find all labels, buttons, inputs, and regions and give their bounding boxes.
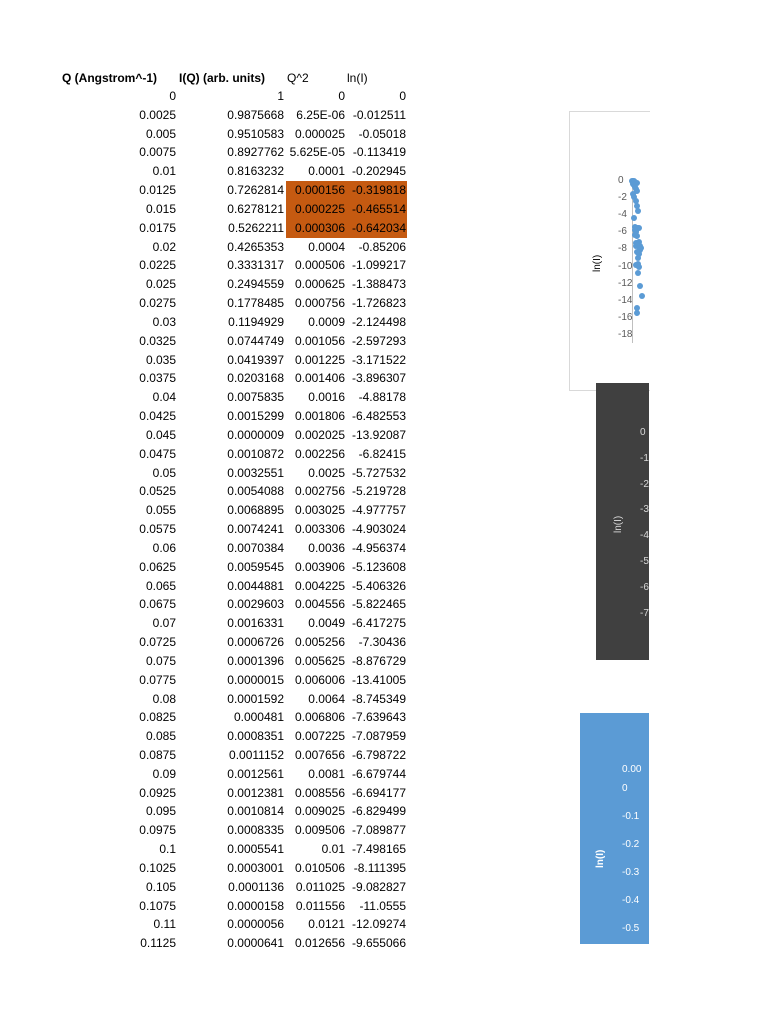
ln-i-cell[interactable]: -11.0555	[359, 898, 406, 913]
q-cell[interactable]: 0.0325	[139, 333, 176, 348]
intensity-cell[interactable]: 0.0001592	[227, 691, 284, 706]
ln-i-cell[interactable]: -4.977757	[351, 503, 406, 518]
ln-i-cell[interactable]: -6.679744	[351, 766, 406, 781]
q-cell[interactable]: 0.0975	[139, 823, 176, 838]
ln-i-cell[interactable]: -9.082827	[351, 879, 406, 894]
intensity-cell[interactable]: 0.0044881	[227, 578, 284, 593]
ln-i-cell[interactable]: -1.726823	[351, 296, 406, 311]
chart1-y-tick: -4	[618, 209, 627, 221]
intensity-cell[interactable]: 0.0203168	[227, 371, 284, 386]
q-squared-cell[interactable]: 0.004556	[294, 597, 345, 612]
chart1-y-tick: -8	[618, 243, 627, 255]
chart3-y-tick: -0.6	[622, 951, 640, 962]
q-squared-cell[interactable]: 0.0081	[308, 766, 345, 781]
chart1-y-tick: -10	[618, 260, 633, 272]
ln-i-cell[interactable]: -6.482553	[351, 409, 406, 424]
q-cell[interactable]: 0.0675	[139, 597, 176, 612]
ln-i-cell[interactable]: -3.171522	[351, 352, 406, 367]
ln-i-cell[interactable]: -1.099217	[351, 258, 406, 273]
intensity-cell[interactable]: 1	[277, 89, 284, 103]
intensity-cell[interactable]: 0.0054088	[227, 484, 284, 499]
table-row	[0, 652, 420, 671]
chart1-data-point	[639, 293, 645, 299]
q-squared-cell[interactable]: 0.003906	[294, 559, 345, 574]
q-squared-cell[interactable]: 0.0064	[308, 691, 345, 706]
q-cell[interactable]: 0.0375	[139, 371, 176, 386]
table-row	[0, 915, 420, 934]
q-squared-cell[interactable]: 0.0016	[308, 390, 345, 405]
chart3-y-tick: -0.4	[622, 895, 640, 906]
ln-i-cell[interactable]: -7.498165	[351, 842, 406, 857]
q-cell[interactable]: 0.035	[145, 352, 176, 367]
q-cell[interactable]: 0.0525	[139, 484, 176, 499]
table-row	[0, 727, 420, 746]
q-squared-cell[interactable]: 0.005256	[294, 635, 345, 650]
chart1-y-tick: 0	[618, 175, 624, 186]
q-cell[interactable]: 0.085	[145, 729, 176, 744]
table-row	[0, 690, 420, 709]
ln-i-cell[interactable]: -0.642034	[351, 220, 406, 235]
q-squared-cell[interactable]: 0.0049	[308, 616, 345, 631]
chart3-y-tick: -0.3	[622, 867, 640, 878]
q-cell[interactable]: 0.0125	[139, 183, 176, 198]
q-squared-cell[interactable]: 0.010506	[294, 860, 345, 875]
q-cell[interactable]: 0.08	[152, 691, 176, 706]
q-squared-cell[interactable]: 0.003025	[294, 503, 345, 518]
header-ln-i[interactable]: ln(I)	[347, 71, 368, 85]
ln-i-cell[interactable]: -5.727532	[351, 465, 406, 480]
q-squared-cell[interactable]: 0.009025	[294, 804, 345, 819]
q-cell[interactable]: 0.105	[145, 879, 176, 894]
intensity-cell[interactable]: 0.0070384	[227, 540, 284, 555]
ln-i-cell[interactable]: -5.822465	[351, 597, 406, 612]
ln-i-cell[interactable]: -7.087959	[351, 729, 406, 744]
intensity-cell[interactable]: 0.0000641	[227, 936, 284, 951]
chart2-y-tick: 0	[640, 427, 646, 438]
intensity-cell[interactable]: 0.0008351	[227, 729, 284, 744]
table-row	[0, 539, 420, 558]
q-squared-cell[interactable]: 0.000025	[294, 126, 345, 141]
ln-i-cell[interactable]: -7.639643	[351, 710, 406, 725]
chart1-y-tick: -2	[618, 192, 627, 204]
table-row	[0, 520, 420, 539]
intensity-cell[interactable]: 0.9875668	[227, 107, 284, 122]
table-row	[0, 162, 420, 181]
q-cell[interactable]: 0	[169, 89, 176, 103]
chart1-y-tick: -16	[618, 311, 633, 323]
q-cell[interactable]: 0.0225	[139, 258, 176, 273]
q-squared-cell[interactable]: 0.0025	[308, 465, 345, 480]
intensity-cell[interactable]: 0.0015299	[227, 409, 284, 424]
chart3-x-tick: 0.00	[622, 764, 642, 775]
chart2-y-tick: -6	[640, 581, 649, 593]
intensity-cell[interactable]: 0.0068895	[227, 503, 284, 518]
chart3-y-tick: -0.5	[622, 923, 640, 934]
chart1-data-point	[635, 255, 641, 261]
table-row	[0, 482, 420, 501]
table-row	[0, 143, 420, 162]
intensity-cell[interactable]: 0.0005541	[227, 842, 284, 857]
chart1-y-tick: -14	[618, 294, 633, 306]
q-squared-cell[interactable]: 0.001056	[294, 333, 345, 348]
intensity-cell[interactable]: 0.0011152	[229, 747, 284, 762]
ln-i-cell[interactable]: -2.597293	[351, 333, 406, 348]
q-squared-cell[interactable]: 0.01	[321, 842, 345, 857]
ln-i-cell[interactable]: -0.012511	[352, 107, 406, 122]
chart2-y-tick: -2	[640, 478, 649, 490]
table-row	[0, 464, 420, 483]
table-row	[0, 671, 420, 690]
ln-i-cell[interactable]: -0.85206	[358, 239, 406, 254]
intensity-cell[interactable]: 0.0059545	[227, 559, 284, 574]
ln-i-cell[interactable]: -8.876729	[351, 653, 406, 668]
q-cell[interactable]: 0.025	[145, 277, 176, 292]
q-cell[interactable]: 0.0425	[139, 409, 176, 424]
table-row	[0, 878, 420, 897]
intensity-cell[interactable]: 0.0012561	[227, 766, 284, 781]
ln-i-cell[interactable]: -8.745349	[351, 691, 406, 706]
q-cell[interactable]: 0.0025	[139, 107, 176, 122]
q-cell[interactable]: 0.03	[152, 314, 176, 329]
table-row	[0, 821, 420, 840]
ln-i-cell[interactable]: -3.896307	[351, 371, 406, 386]
intensity-cell[interactable]: 0.0001396	[227, 653, 284, 668]
chart2-y-tick: -5	[640, 556, 649, 567]
table-row	[0, 784, 420, 803]
chart1-data-point	[635, 270, 641, 276]
q-cell[interactable]: 0.045	[145, 427, 176, 442]
chart-ln-i-light[interactable]	[569, 111, 650, 391]
intensity-cell[interactable]: 0.0032551	[227, 465, 284, 480]
intensity-cell[interactable]: 0.4265353	[227, 239, 284, 254]
ln-i-cell[interactable]: -5.219728	[351, 484, 406, 499]
q-squared-cell[interactable]: 0.006006	[294, 672, 345, 687]
intensity-cell[interactable]: 0.0008335	[227, 823, 284, 838]
chart1-data-point	[634, 310, 640, 316]
table-row	[0, 595, 420, 614]
table-row	[0, 765, 420, 784]
chart1-data-point	[637, 283, 643, 289]
ln-i-cell[interactable]: -0.465514	[351, 201, 406, 216]
ln-i-cell[interactable]: -0.113419	[352, 145, 406, 160]
q-squared-cell[interactable]: 0.002025	[294, 427, 345, 442]
chart2-y-tick: -1	[640, 452, 649, 464]
q-cell[interactable]: 0.0775	[139, 672, 176, 687]
ln-i-cell[interactable]: -13.41005	[351, 672, 406, 687]
q-squared-cell[interactable]: 0.001406	[294, 371, 345, 386]
q-squared-cell[interactable]: 0.009506	[294, 823, 345, 838]
q-squared-cell[interactable]: 0.011556	[295, 898, 345, 913]
q-cell[interactable]: 0.0825	[139, 710, 176, 725]
table-row	[0, 633, 420, 652]
chart1-y-tick: -12	[618, 277, 633, 289]
table-row	[0, 407, 420, 426]
q-squared-cell[interactable]: 0.000506	[294, 258, 345, 273]
q-cell[interactable]: 0.06	[152, 540, 176, 555]
ln-i-cell[interactable]: -6.82415	[358, 446, 406, 461]
ln-i-cell[interactable]: 0	[399, 89, 406, 103]
q-cell[interactable]: 0.01	[152, 164, 176, 179]
chart-ln-i-dark[interactable]	[596, 383, 649, 660]
ln-i-cell[interactable]: -4.956374	[351, 540, 406, 555]
q-cell[interactable]: 0.0175	[139, 220, 176, 235]
intensity-cell[interactable]: 0.0010872	[227, 446, 284, 461]
q-squared-cell[interactable]: 0.000225	[294, 201, 345, 216]
ln-i-cell[interactable]: -13.92087	[351, 427, 406, 442]
table-row	[0, 200, 420, 219]
q-squared-cell[interactable]: 0.0121	[308, 917, 345, 932]
q-squared-cell[interactable]: 6.25E-06	[296, 107, 345, 122]
q-cell[interactable]: 0.05	[152, 465, 176, 480]
ln-i-cell[interactable]: -6.829499	[351, 804, 406, 819]
q-squared-cell[interactable]: 0.006806	[294, 710, 345, 725]
intensity-cell[interactable]: 0.0001136	[228, 879, 284, 894]
q-squared-cell[interactable]: 0.011025	[295, 879, 345, 894]
chart1-y-axis-label: ln(I)	[592, 254, 603, 272]
q-cell[interactable]: 0.095	[145, 804, 176, 819]
intensity-cell[interactable]: 0.0419397	[227, 352, 284, 367]
chart3-y-tick: 0	[622, 783, 628, 794]
q-cell[interactable]: 0.1	[159, 842, 176, 857]
intensity-cell[interactable]: 0.0744749	[227, 333, 284, 348]
chart2-y-tick: -4	[640, 530, 649, 542]
table-row	[0, 294, 420, 313]
q-squared-cell[interactable]: 0.0036	[308, 540, 345, 555]
q-squared-cell[interactable]: 0.000306	[294, 220, 345, 235]
table-row	[0, 313, 420, 332]
q-squared-cell[interactable]: 0.005625	[294, 653, 345, 668]
table-row	[0, 840, 420, 859]
q-cell[interactable]: 0.005	[145, 126, 176, 141]
intensity-cell[interactable]: 0.9510583	[227, 126, 284, 141]
intensity-cell[interactable]: 0.0000056	[227, 917, 284, 932]
table-row	[0, 501, 420, 520]
intensity-cell[interactable]: 0.0029603	[227, 597, 284, 612]
chart2-y-tick: -3	[640, 504, 649, 516]
q-cell[interactable]: 0.07	[152, 616, 176, 631]
q-squared-cell[interactable]: 0.002256	[294, 446, 345, 461]
q-squared-cell[interactable]: 0.000625	[294, 277, 345, 292]
chart1-y-tick: -6	[618, 226, 627, 238]
ln-i-cell[interactable]: -4.88178	[358, 390, 406, 405]
table-row	[0, 558, 420, 577]
q-cell[interactable]: 0.1025	[139, 860, 176, 875]
ln-i-cell[interactable]: -8.111395	[353, 860, 406, 875]
q-cell[interactable]: 0.02	[152, 239, 176, 254]
ln-i-cell[interactable]: -12.09274	[351, 917, 406, 932]
intensity-cell[interactable]: 0.0074241	[227, 522, 284, 537]
intensity-cell[interactable]: 0.0000015	[227, 672, 284, 687]
intensity-cell[interactable]: 0.0003001	[227, 860, 284, 875]
q-cell[interactable]: 0.0875	[139, 747, 176, 762]
q-squared-cell[interactable]: 0.0004	[308, 239, 345, 254]
table-row	[0, 351, 420, 370]
chart-ln-i-blue[interactable]	[580, 713, 649, 962]
ln-i-cell[interactable]: -5.123608	[351, 559, 406, 574]
table-row	[0, 219, 420, 238]
q-squared-cell[interactable]: 0.001225	[294, 352, 345, 367]
q-cell[interactable]: 0.0725	[139, 635, 176, 650]
q-cell[interactable]: 0.055	[145, 503, 176, 518]
intensity-cell[interactable]: 0.0006726	[227, 635, 284, 650]
q-squared-cell[interactable]: 0.001806	[294, 409, 345, 424]
ln-i-cell[interactable]: -6.798722	[351, 747, 406, 762]
ln-i-cell[interactable]: -7.089877	[351, 823, 406, 838]
q-cell[interactable]: 0.1125	[140, 936, 176, 951]
intensity-cell[interactable]: 0.7262814	[227, 183, 284, 198]
ln-i-cell[interactable]: -2.124498	[351, 314, 406, 329]
data-table	[0, 87, 420, 953]
intensity-cell[interactable]: 0.8927762	[227, 145, 284, 160]
intensity-cell[interactable]: 0.2494559	[227, 277, 284, 292]
table-row	[0, 125, 420, 144]
ln-i-cell[interactable]: -0.319818	[351, 183, 406, 198]
table-row	[0, 859, 420, 878]
q-squared-cell[interactable]: 0.002756	[294, 484, 345, 499]
q-cell[interactable]: 0.0275	[139, 296, 176, 311]
table-row	[0, 87, 420, 106]
intensity-cell[interactable]: 0.8163232	[227, 164, 284, 179]
intensity-cell[interactable]: 0.0075835	[227, 390, 284, 405]
q-cell[interactable]: 0.0625	[139, 559, 176, 574]
table-row	[0, 897, 420, 916]
header-q-squared[interactable]: Q^2	[287, 71, 309, 85]
table-row	[0, 181, 420, 200]
header-q[interactable]: Q (Angstrom^-1)	[62, 71, 158, 85]
q-cell[interactable]: 0.04	[152, 390, 176, 405]
chart3-y-axis-label: ln(I)	[595, 849, 606, 868]
header-intensity[interactable]: I(Q) (arb. units)	[179, 71, 265, 85]
intensity-cell[interactable]: 0.0000009	[227, 427, 284, 442]
q-squared-cell[interactable]: 5.625E-05	[289, 145, 345, 160]
intensity-cell[interactable]: 0.0012381	[227, 785, 284, 800]
ln-i-cell[interactable]: -7.30436	[358, 635, 406, 650]
q-squared-cell[interactable]: 0.007225	[294, 729, 345, 744]
table-row	[0, 445, 420, 464]
ln-i-cell[interactable]: -4.903024	[351, 522, 406, 537]
chart2-y-axis-label: ln(I)	[613, 515, 624, 533]
q-squared-cell[interactable]: 0.008556	[294, 785, 345, 800]
ln-i-cell[interactable]: -5.406326	[351, 578, 406, 593]
table-row	[0, 746, 420, 765]
intensity-cell[interactable]: 0.0010814	[227, 804, 284, 819]
intensity-cell[interactable]: 0.6278121	[227, 201, 284, 216]
q-cell[interactable]: 0.0925	[139, 785, 176, 800]
q-squared-cell[interactable]: 0.0009	[308, 314, 345, 329]
q-cell[interactable]: 0.11	[153, 917, 176, 932]
table-row	[0, 577, 420, 596]
table-row	[0, 614, 420, 633]
q-cell[interactable]: 0.0575	[139, 522, 176, 537]
ln-i-cell[interactable]: -0.05018	[358, 126, 406, 141]
q-cell[interactable]: 0.1075	[139, 898, 176, 913]
intensity-cell[interactable]: 0.0000158	[227, 898, 284, 913]
chart3-y-tick: -0.1	[622, 811, 640, 822]
q-cell[interactable]: 0.0475	[139, 446, 176, 461]
table-row	[0, 256, 420, 275]
table-row	[0, 369, 420, 388]
q-squared-cell[interactable]: 0	[338, 89, 345, 103]
q-cell[interactable]: 0.065	[145, 578, 176, 593]
intensity-cell[interactable]: 0.1778485	[227, 296, 284, 311]
intensity-cell[interactable]: 0.3331317	[227, 258, 284, 273]
q-squared-cell[interactable]: 0.0001	[308, 164, 345, 179]
q-cell[interactable]: 0.09	[152, 766, 176, 781]
intensity-cell[interactable]: 0.1194929	[228, 314, 284, 329]
table-row	[0, 426, 420, 445]
table-row	[0, 275, 420, 294]
chart1-y-tick: -18	[618, 328, 633, 340]
chart1-data-point	[631, 215, 637, 221]
table-row	[0, 388, 420, 407]
intensity-cell[interactable]: 0.000481	[233, 710, 284, 725]
ln-i-cell[interactable]: -6.417275	[351, 616, 406, 631]
chart2-y-tick: -7	[640, 607, 649, 619]
q-squared-cell[interactable]: 0.003306	[294, 522, 345, 537]
q-cell[interactable]: 0.0075	[139, 145, 176, 160]
table-row	[0, 106, 420, 125]
q-squared-cell[interactable]: 0.012656	[294, 936, 345, 951]
ln-i-cell[interactable]: -6.694177	[351, 785, 406, 800]
ln-i-cell[interactable]: -0.202945	[351, 164, 406, 179]
q-squared-cell[interactable]: 0.004225	[294, 578, 345, 593]
intensity-cell[interactable]: 0.0016331	[227, 616, 284, 631]
q-squared-cell[interactable]: 0.000156	[294, 183, 345, 198]
q-squared-cell[interactable]: 0.000756	[294, 296, 345, 311]
intensity-cell[interactable]: 0.5262211	[228, 220, 284, 235]
table-row	[0, 238, 420, 257]
ln-i-cell[interactable]: -9.655066	[351, 936, 406, 951]
ln-i-cell[interactable]: -1.388473	[351, 277, 406, 292]
chart1-data-point	[635, 208, 641, 214]
table-row	[0, 708, 420, 727]
q-cell[interactable]: 0.075	[145, 653, 176, 668]
q-squared-cell[interactable]: 0.007656	[294, 747, 345, 762]
table-row	[0, 934, 420, 953]
table-row	[0, 802, 420, 821]
q-cell[interactable]: 0.015	[145, 201, 176, 216]
chart3-y-tick: -0.2	[622, 839, 640, 850]
table-row	[0, 332, 420, 351]
